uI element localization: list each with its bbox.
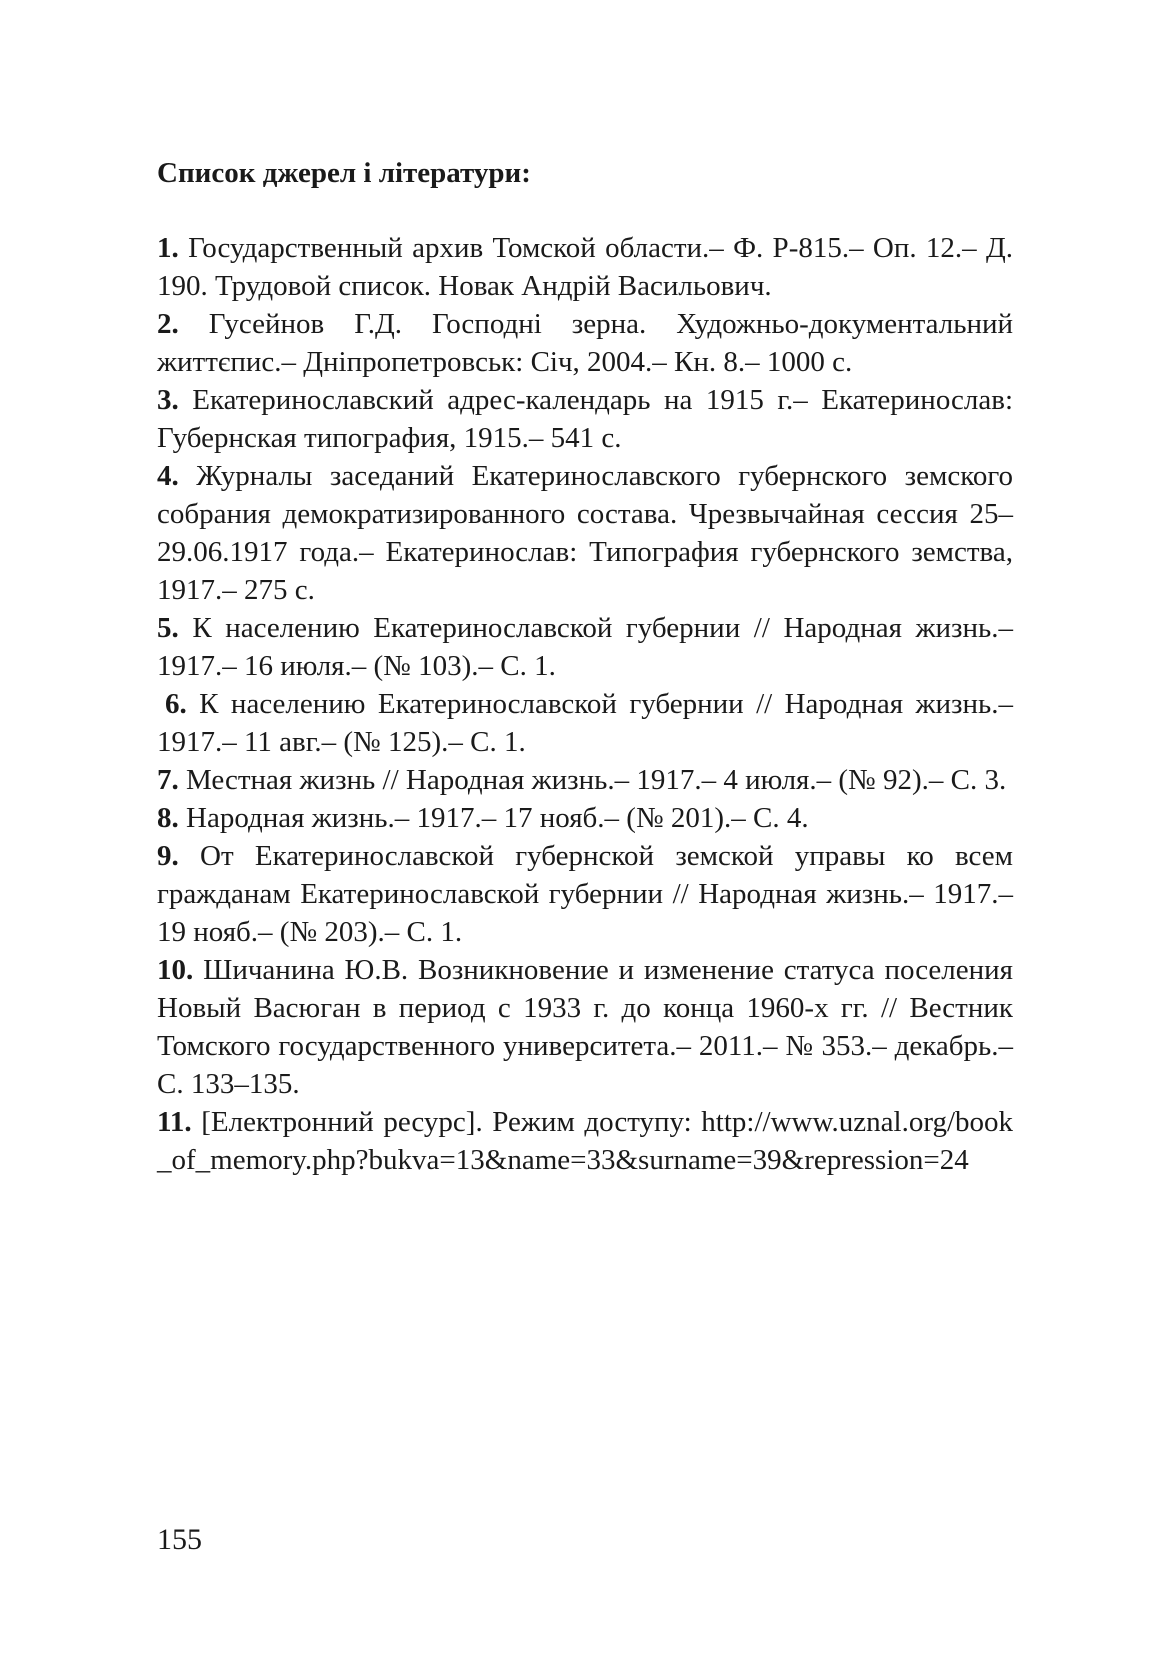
reference-text: [Електронний ресурс]. Режим доступу: bbox=[201, 1106, 692, 1138]
reference-item-9 bbox=[157, 837, 1013, 951]
reference-url: http://www.uznal.org/book_of_memory.php?bukva=13&name=33&surname=39&repression=24 bbox=[157, 1106, 1014, 1176]
reference-number: 6. bbox=[165, 688, 187, 720]
reference-number: 5. bbox=[157, 612, 179, 644]
reference-number: 2. bbox=[157, 308, 179, 340]
reference-item-4 bbox=[157, 457, 1013, 609]
reference-item-5 bbox=[157, 609, 1013, 685]
reference-number: 9. bbox=[157, 840, 179, 872]
reference-item-10 bbox=[157, 951, 1013, 1103]
reference-number: 8. bbox=[157, 802, 179, 834]
reference-text: Местная жизнь // Народная жизнь.– 1917.– 4 июля.– (№ 92).– С. 3. bbox=[186, 764, 1007, 796]
reference-item-1 bbox=[157, 229, 1013, 305]
reference-text: От Екатеринославской губернской земской управы ко всем гражданам Екатеринославской губернии // Народная жизнь.– 1917.– 19 нояб.– (№ 203).– С. 1. bbox=[157, 840, 1013, 948]
reference-item-3 bbox=[157, 381, 1013, 457]
reference-number: 11. bbox=[157, 1106, 192, 1138]
reference-number: 10. bbox=[157, 954, 194, 986]
reference-number: 1. bbox=[157, 232, 179, 264]
page-number: 155 bbox=[157, 1523, 202, 1556]
reference-text: К населению Екатеринославской губернии // Народная жизнь.– 1917.– 11 авг.– (№ 125).– С. 1. bbox=[157, 688, 1013, 758]
reference-text: Журналы заседаний Екатеринославского губернского земского собрания демократизированного состава. Чрезвычайная сессия 25–29.06.1917 года.– Екатеринослав: Типография губернского земства, 1917.– 275 с. bbox=[157, 460, 1013, 606]
reference-text: Государственный архив Томской области.– Ф. Р-815.– Оп. 12.– Д. 190. Трудовой список. Новак Андрій Васильович. bbox=[157, 232, 1013, 302]
bibliography-heading: Список джерел і літератури: bbox=[157, 157, 531, 189]
reference-text: Гусейнов Г.Д. Господні зерна. Художньо-документальний життєпис.– Дніпропетровськ: Січ, 2004.– Кн. 8.– 1000 с. bbox=[157, 308, 1014, 378]
reference-number: 3. bbox=[157, 384, 179, 416]
reference-item-7 bbox=[157, 761, 1013, 799]
reference-number: 7. bbox=[157, 764, 179, 796]
reference-number: 4. bbox=[157, 460, 179, 492]
reference-text: К населению Екатеринославской губернии // Народная жизнь.– 1917.– 16 июля.– (№ 103).– С. 1. bbox=[157, 612, 1013, 682]
reference-item-8 bbox=[157, 799, 1013, 837]
reference-item-11 bbox=[157, 1103, 1013, 1179]
reference-item-6 bbox=[157, 685, 1013, 761]
reference-list bbox=[157, 229, 1013, 1179]
reference-item-2 bbox=[157, 305, 1013, 381]
reference-text: Шичанина Ю.В. Возникновение и изменение статуса поселения Новый Васюган в период с 1933 г. до конца 1960-х гг. // Вестник Томского государственного университета.– 2011.– № 353.– декабрь.– С. 133–135. bbox=[157, 954, 1014, 1100]
reference-text: Екатеринославский адрес-календарь на 1915 г.– Екатеринослав: Губернская типография, 1915.– 541 с. bbox=[157, 384, 1014, 454]
bibliography-page bbox=[157, 155, 1013, 1179]
reference-text: Народная жизнь.– 1917.– 17 нояб.– (№ 201).– С. 4. bbox=[186, 802, 809, 834]
